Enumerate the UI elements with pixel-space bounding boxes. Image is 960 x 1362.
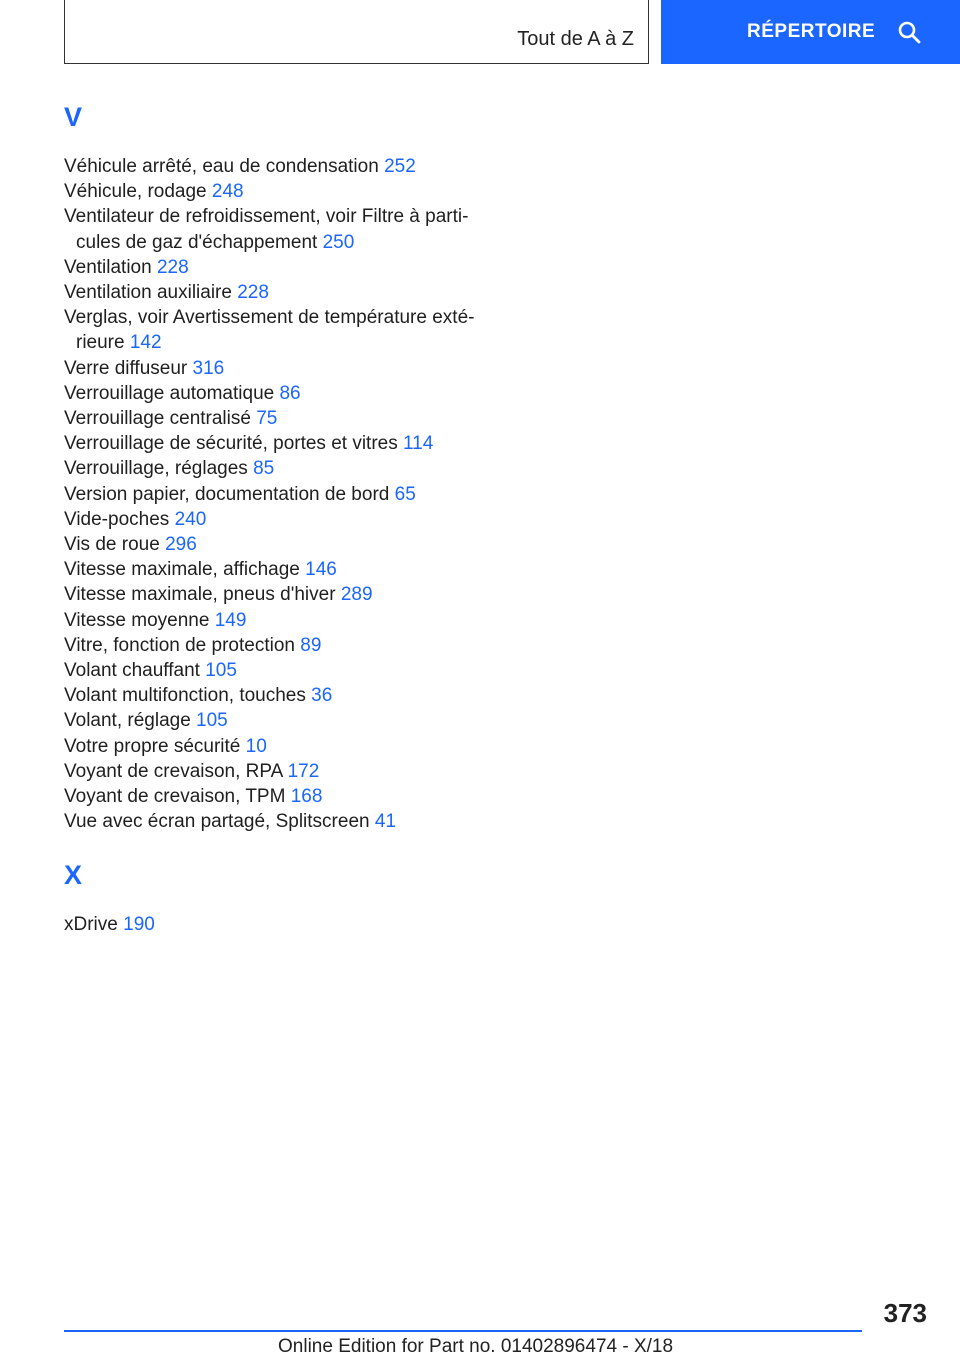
entry-label: Volant multifonction, touches (64, 685, 306, 707)
entry-label: Ventilateur de refroidissement, voir Filtre à particules de gaz d'échappement (64, 206, 469, 253)
index-section-v (64, 100, 494, 834)
page-link[interactable]: 296 (165, 534, 197, 556)
entry-label: Vue avec écran partagé, Splitscreen (64, 811, 370, 833)
index-entry (64, 204, 494, 254)
entry-label: Véhicule arrêté, eau de condensation (64, 156, 379, 177)
index-entry (64, 683, 494, 708)
page-link[interactable]: 114 (403, 433, 434, 455)
page-link[interactable]: 149 (214, 609, 247, 631)
page-link[interactable]: 250 (322, 231, 355, 253)
footer-edition-text: Online Edition for Part no. 01402896474 - X/18 (278, 1336, 674, 1357)
entry-label: Vide-poches (64, 508, 170, 530)
index-entries (64, 154, 494, 834)
footer-divider (64, 1330, 862, 1332)
entry-label: Verglas, voir Avertissement de température extérieure (64, 307, 475, 354)
page-link[interactable]: 36 (311, 685, 333, 707)
entry-label: Vitesse maximale, pneus d'hiver (64, 584, 336, 606)
index-entry (64, 507, 494, 532)
entry-label: Verrouillage, réglages (64, 458, 248, 480)
index-entry (64, 608, 494, 633)
search-icon[interactable] (897, 20, 921, 44)
index-entry (64, 456, 494, 481)
index-entry (64, 759, 494, 784)
header-section-box (64, 0, 649, 64)
index-entries (64, 912, 494, 937)
entry-label: Vitre, fonction de protection (64, 634, 295, 656)
index-entry (64, 431, 494, 456)
page-link[interactable]: 105 (205, 660, 237, 682)
index-entry (64, 179, 494, 204)
page-link[interactable]: 248 (211, 181, 244, 203)
index-entry (64, 582, 494, 607)
page-link[interactable]: 41 (374, 811, 397, 833)
page-link[interactable]: 65 (394, 483, 416, 505)
entry-label: Version papier, documentation de bord (64, 483, 390, 505)
index-entry (64, 482, 494, 507)
index-entry (64, 406, 494, 431)
entry-label: Ventilation (64, 256, 152, 278)
index-section-x (64, 858, 494, 937)
page-link[interactable]: 105 (196, 710, 228, 732)
section-letter: X (64, 860, 83, 891)
index-entry (64, 734, 494, 759)
page-link[interactable]: 252 (384, 156, 416, 177)
index-entry (64, 708, 494, 733)
page-link[interactable]: 75 (256, 408, 278, 430)
entry-label: Volant, réglage (64, 710, 191, 732)
index-tab[interactable] (661, 0, 960, 64)
page-link[interactable]: 168 (290, 786, 323, 808)
entry-label: xDrive (64, 914, 118, 936)
section-title: Tout de A à Z (517, 28, 634, 50)
page-link[interactable]: 142 (129, 332, 162, 354)
entry-label: Verrouillage de sécurité, portes et vitres (64, 433, 398, 455)
entry-label: Volant chauffant (64, 660, 200, 682)
entry-label: Votre propre sécurité (64, 735, 241, 757)
page-link[interactable]: 228 (156, 256, 189, 278)
page-link[interactable]: 289 (340, 584, 373, 606)
entry-label: Voyant de crevaison, RPA (64, 760, 283, 782)
index-entry (64, 557, 494, 582)
page-link[interactable]: 316 (192, 357, 225, 379)
page-link[interactable]: 146 (305, 559, 337, 581)
index-entry (64, 912, 494, 937)
entry-label: Vitesse maximale, affichage (64, 559, 300, 581)
page-link[interactable]: 85 (253, 458, 275, 480)
section-letter: V (64, 102, 83, 132)
entry-label: Verrouillage centralisé (64, 408, 251, 430)
entry-label: Ventilation auxiliaire (64, 282, 232, 304)
index-entry (64, 381, 494, 406)
index-content (64, 100, 494, 938)
page-link[interactable]: 86 (279, 382, 301, 404)
page-link[interactable]: 10 (245, 735, 267, 757)
index-entry (64, 154, 494, 179)
entry-label: Véhicule, rodage (64, 181, 207, 203)
entry-label: Vis de roue (64, 534, 160, 556)
entry-label: Vitesse moyenne (64, 609, 210, 631)
index-entry (64, 784, 494, 809)
index-entry (64, 255, 494, 280)
index-entry (64, 658, 494, 683)
index-entry (64, 532, 494, 557)
entry-label: Verrouillage automatique (64, 382, 275, 404)
page-number: 373 (883, 1298, 927, 1328)
index-entry (64, 809, 494, 834)
index-entry (64, 633, 494, 658)
page-link[interactable]: 172 (287, 760, 320, 782)
page-link[interactable]: 228 (237, 282, 269, 304)
index-entry (64, 280, 494, 305)
page-link[interactable]: 89 (300, 634, 322, 656)
index-tab-label: RÉPERTOIRE (747, 21, 876, 42)
entry-label: Verre diffuseur (64, 357, 188, 379)
index-entry (64, 356, 494, 381)
entry-label: Voyant de crevaison, TPM (64, 786, 286, 808)
page-link[interactable]: 190 (123, 914, 155, 936)
index-entry (64, 305, 494, 355)
page-link[interactable]: 240 (174, 508, 207, 530)
